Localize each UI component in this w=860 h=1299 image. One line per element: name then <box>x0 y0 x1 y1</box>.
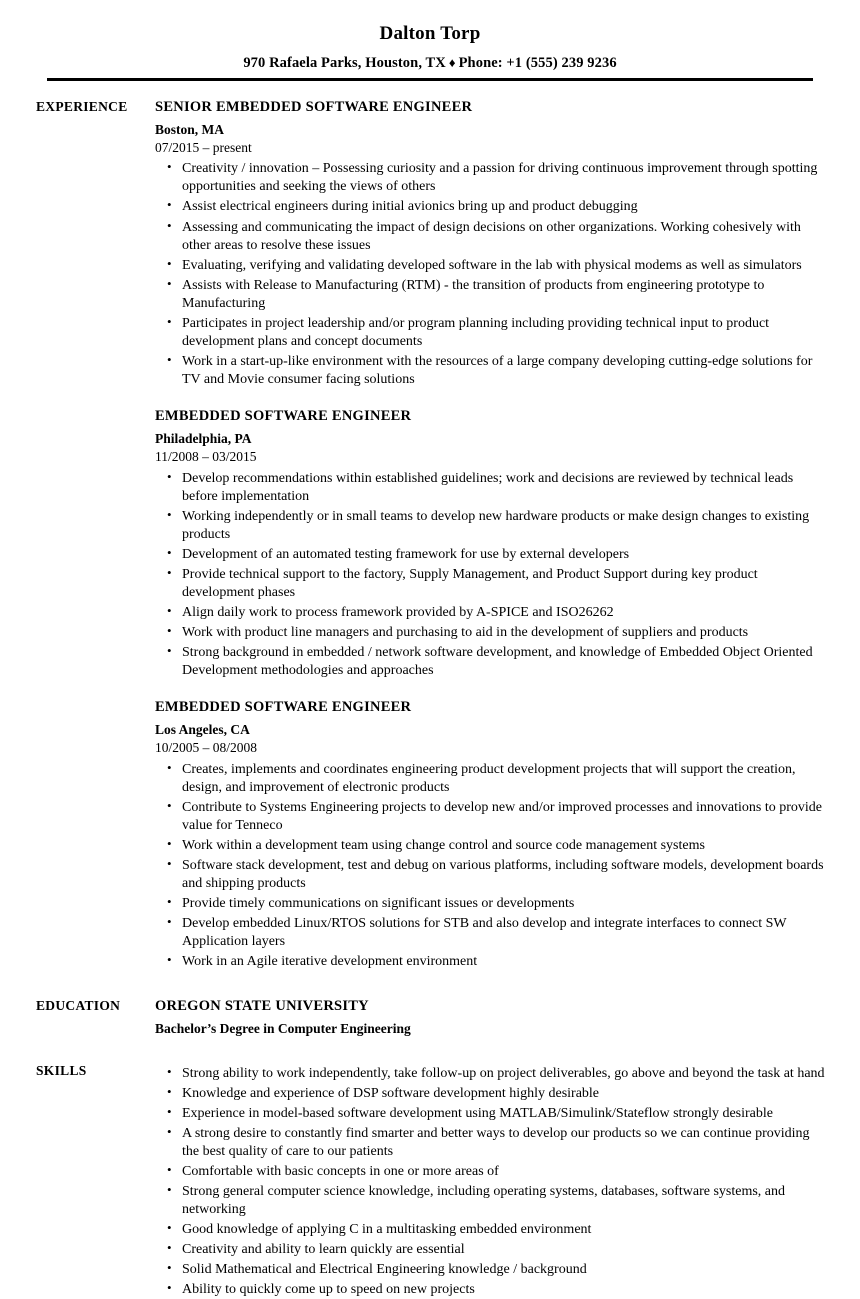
skill-bullet: • Knowledge and experience of DSP software development highly desirable <box>155 1085 830 1103</box>
job-bullet: • Develop recommendations within established guidelines; work and decisions are reviewed by technical leads before implementation <box>155 470 830 506</box>
resume-header <box>0 0 860 81</box>
diamond-separator-icon: ♦ <box>448 54 456 70</box>
skill-bullet: • A strong desire to constantly find smarter and better ways to develop our products so we can continue providing the best quality of care to our patients <box>155 1125 830 1161</box>
section-experience <box>36 98 830 971</box>
job-bullet: • Provide timely communications on significant issues or developments <box>155 895 830 913</box>
job-bullet: • Participates in project leadership and/or program planning including providing technical input to product development plans and concept documents <box>155 315 830 351</box>
job-bullet-list <box>155 761 830 972</box>
job-dates: 07/2015 – present <box>155 140 252 156</box>
job-bullet: • Work in a start-up-like environment with the resources of a large company developing cutting-edge solutions for TV and Movie consumer facing solutions <box>155 353 830 389</box>
job-location: Los Angeles, CA <box>155 721 250 737</box>
job-bullet: • Align daily work to process framework provided by A-SPICE and ISO26262 <box>155 604 830 622</box>
candidate-name: Dalton Torp <box>379 23 481 44</box>
job-bullet: • Evaluating, verifying and validating developed software in the lab with physical modems as well as simulators <box>155 257 830 275</box>
skill-bullet: • Good knowledge of applying C in a multitasking embedded environment <box>155 1221 830 1239</box>
section-label-education: EDUCATION <box>36 998 121 1014</box>
job-bullet: • Assists with Release to Manufacturing (RTM) - the transition of products from engineering prototype to Manufacturing <box>155 277 830 313</box>
job-bullet: • Work with product line managers and purchasing to aid in the development of suppliers and products <box>155 624 830 642</box>
skill-bullet: • Experience in model-based software development using MATLAB/Simulink/Stateflow strongly desirable <box>155 1105 830 1123</box>
job-bullet: • Creates, implements and coordinates engineering product development projects that will support the creation, design, and improvement of electronic products <box>155 761 830 797</box>
job-title: EMBEDDED SOFTWARE ENGINEER <box>155 407 412 424</box>
job-bullet: • Assessing and communicating the impact of design decisions on other organizations. Working cohesively with other areas to resolve these issues <box>155 219 830 255</box>
experience-entry <box>155 407 830 680</box>
job-bullet: • Software stack development, test and debug on various platforms, including software models, development boards and shipping products <box>155 857 830 893</box>
skill-bullet: • Ability to quickly come up to speed on new projects <box>155 1281 830 1299</box>
job-bullet: • Contribute to Systems Engineering projects to develop new and/or improved processes and innovations to provide value for Tenneco <box>155 799 830 835</box>
job-bullet: • Development of an automated testing framework for use by external developers <box>155 546 830 564</box>
education-entry <box>155 997 830 1037</box>
section-skills <box>36 1062 830 1299</box>
skill-bullet: • Strong ability to work independently, take follow-up on project deliverables, go above and beyond the task at hand <box>155 1065 830 1083</box>
job-title: SENIOR EMBEDDED SOFTWARE ENGINEER <box>155 98 473 115</box>
skills-body <box>155 1062 830 1299</box>
section-label-skills: SKILLS <box>36 1062 87 1078</box>
job-bullet: • Provide technical support to the factory, Supply Management, and Product Support during key product development phases <box>155 566 830 602</box>
resume-content <box>0 98 860 1299</box>
job-location: Boston, MA <box>155 121 225 137</box>
experience-entry <box>155 98 830 389</box>
job-bullet-list <box>155 470 830 681</box>
section-label-experience: EXPERIENCE <box>36 98 128 114</box>
job-bullet: • Creativity / innovation – Possessing curiosity and a passion for driving continuous improvement through spotting opportunities and seeking the views of others <box>155 160 830 196</box>
header-divider <box>47 78 813 81</box>
job-bullet: • Working independently or in small teams to develop new hardware products or make design changes to existing products <box>155 508 830 544</box>
experience-entry <box>155 698 830 971</box>
job-bullet-list <box>155 160 830 389</box>
job-bullet: • Assist electrical engineers during initial avionics bring up and product debugging <box>155 198 830 216</box>
contact-phone: Phone: +1 (555) 239 9236 <box>458 54 617 71</box>
skill-bullet: • Comfortable with basic concepts in one or more areas of <box>155 1163 830 1181</box>
experience-entries <box>155 98 830 971</box>
job-bullet: • Work within a development team using change control and source code management systems <box>155 837 830 855</box>
education-school: OREGON STATE UNIVERSITY <box>155 998 369 1015</box>
job-location: Philadelphia, PA <box>155 430 252 446</box>
job-dates: 11/2008 – 03/2015 <box>155 449 257 465</box>
section-education <box>36 997 830 1037</box>
contact-address: 970 Rafaela Parks, Houston, TX <box>243 54 446 71</box>
education-degree: Bachelor’s Degree in Computer Engineering <box>155 1021 411 1037</box>
job-bullet: • Work in an Agile iterative development environment <box>155 953 830 971</box>
job-dates: 10/2005 – 08/2008 <box>155 740 258 756</box>
job-bullet: • Strong background in embedded / network software development, and knowledge of Embedded Object Oriented Development methodologies and approaches <box>155 644 830 680</box>
skills-bullet-list <box>155 1065 830 1299</box>
job-title: EMBEDDED SOFTWARE ENGINEER <box>155 699 412 716</box>
job-bullet: • Develop embedded Linux/RTOS solutions for STB and also develop and integrate interfaces to connect SW Application layers <box>155 915 830 951</box>
skill-bullet: • Solid Mathematical and Electrical Engineering knowledge / background <box>155 1261 830 1279</box>
contact-line <box>0 55 860 72</box>
skill-bullet: • Strong general computer science knowledge, including operating systems, databases, software systems, and networking <box>155 1183 830 1219</box>
skill-bullet: • Creativity and ability to learn quickly are essential <box>155 1241 830 1259</box>
